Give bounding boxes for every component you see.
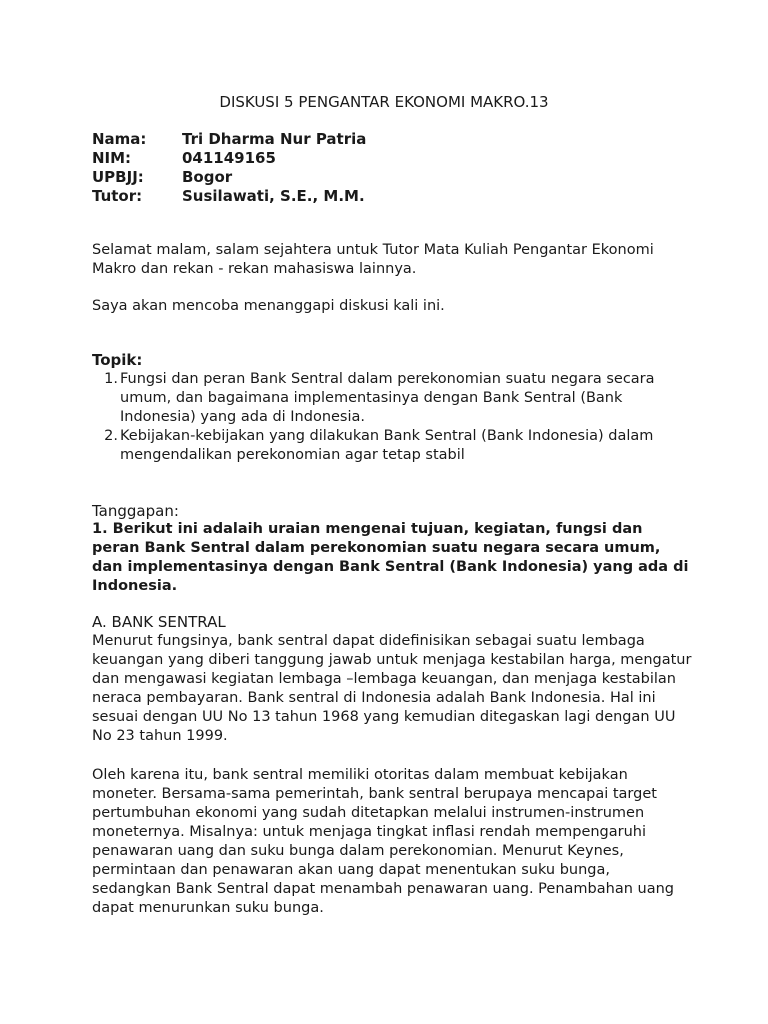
- section-a-heading: A. BANK SENTRAL: [92, 613, 226, 631]
- identity-label: Tutor:: [92, 187, 143, 205]
- topic-item: [92, 370, 692, 427]
- identity-block: [92, 130, 366, 206]
- section-a-paragraph-2: Oleh karena itu, bank sentral memiliki otoritas dalam membuat kebijakan moneter. Bersama-sama pemerintah, bank sentral berupaya mencapai target pertumbuhan ekonomi yang sudah ditetapkan melalui instrumen-instrumen moneternya. Misalnya: untuk menjaga tingkat inflasi rendah mempengaruhi penawaran uang dan suku bunga dalam perekonomian. Menurut Keynes, permintaan dan penawaran akan uang dapat menentukan suku bunga, sedangkan Bank Sentral dapat menambah penawaran uang. Penambahan uang dapat menurunkan suku bunga.: [92, 767, 674, 916]
- topic-number: 1.: [104, 371, 118, 387]
- tanggapan-point: 1. Berikut ini adalaih uraian mengenai tujuan, kegiatan, fungsi dan peran Bank Sentral dalam perekonomian suatu negara secara umum, dan implementasinya dengan Bank Sentral (Bank Indonesia) yang ada di Indonesia.: [92, 521, 689, 594]
- identity-value: Susilawati, S.E., M.M.: [182, 187, 365, 205]
- identity-row-tutor: [92, 187, 366, 206]
- topic-item: [92, 427, 692, 465]
- tanggapan-heading: Tanggapan:: [92, 502, 179, 520]
- topic-text: Fungsi dan peran Bank Sentral dalam perekonomian suatu negara secara umum, dan bagaimana implementasinya dengan Bank Sentral (Bank Indonesia) yang ada di Indonesia.: [120, 371, 655, 425]
- identity-value: Tri Dharma Nur Patria: [182, 130, 367, 148]
- identity-row-upbjj: [92, 168, 366, 187]
- topic-text: Kebijakan-kebijakan yang dilakukan Bank Sentral (Bank Indonesia) dalam mengendalikan perekonomian agar tetap stabil: [120, 428, 654, 463]
- document-title: DISKUSI 5 PENGANTAR EKONOMI MAKRO.13: [219, 93, 549, 111]
- identity-value: 041149165: [182, 149, 276, 167]
- identity-row-nim: [92, 149, 366, 168]
- topic-number: 2.: [104, 428, 118, 444]
- topic-list: [92, 370, 692, 465]
- identity-value: Bogor: [182, 168, 233, 186]
- greeting-paragraph: Selamat malam, salam sejahtera untuk Tutor Mata Kuliah Pengantar Ekonomi Makro dan rekan - rekan mahasiswa lainnya.: [92, 242, 654, 277]
- intro-paragraph: Saya akan mencoba menanggapi diskusi kali ini.: [92, 298, 445, 314]
- identity-row-nama: [92, 130, 366, 149]
- identity-label: NIM:: [92, 149, 132, 167]
- identity-label: Nama:: [92, 130, 147, 148]
- section-a-paragraph-1: Menurut fungsinya, bank sentral dapat didefinisikan sebagai suatu lembaga keuangan yang diberi tanggung jawab untuk menjaga kestabilan harga, mengatur dan mengawasi kegiatan lembaga –lembaga keuangan, dan menjaga kestabilan neraca pembayaran. Bank sentral di Indonesia adalah Bank Indonesia. Hal ini sesuai dengan UU No 13 tahun 1968 yang kemudian ditegaskan lagi dengan UU No 23 tahun 1999.: [92, 633, 692, 744]
- identity-label: UPBJJ:: [92, 168, 144, 186]
- topik-heading: Topik:: [92, 351, 143, 369]
